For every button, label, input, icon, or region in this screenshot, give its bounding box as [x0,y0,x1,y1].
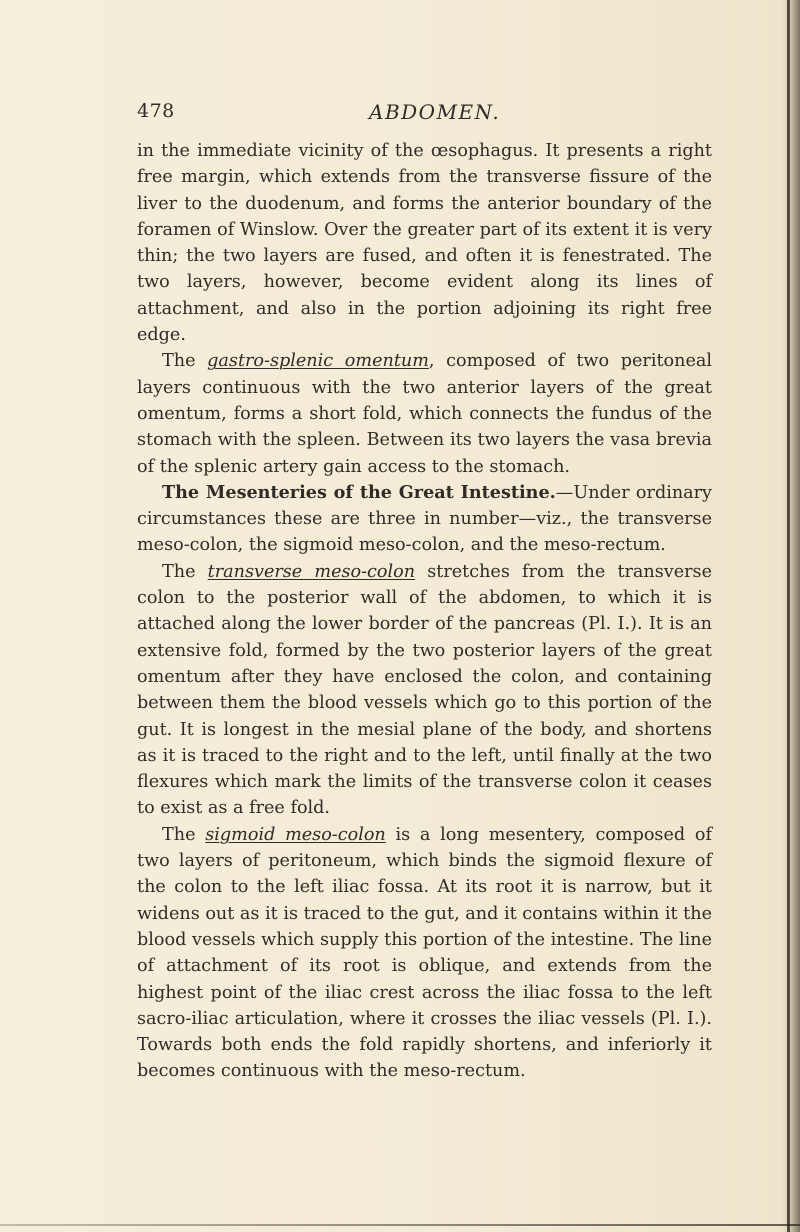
term-sigmoid-meso-colon: sigmoid meso-colon [205,824,386,845]
term-gastro-splenic-omentum: gastro-splenic omentum [207,351,429,372]
paragraph-text: —Under ordinary circumstances these are three in number—viz., the transverse meso-colon, the sigmoid meso-colon, and the meso-rectum. [137,482,712,556]
page-number: 478 [137,100,175,122]
section-heading: The Mesenteries of the Great Intestine. [162,481,556,503]
paragraph-transverse-meso-colon [137,559,712,822]
body-text [137,138,712,1085]
term-transverse-meso-colon: transverse meso-colon [207,561,416,582]
bottom-edge [0,1224,800,1226]
running-head: ABDOMEN. [369,100,501,124]
paragraph-lead: The [162,561,208,582]
paragraph-gastro-splenic [137,348,712,479]
binding-edge [787,0,790,1232]
paragraph-text: , composed of two peritoneal layers continuous with the two anterior layers of the great omentum, forms a short fold, which connects the fundus of the stomach with the spleen. Between its two layers the vasa brevia of the splenic artery gain access to the stomach. [137,351,712,477]
page-header [137,100,712,128]
paragraph-continuation [137,138,712,348]
paragraph-text: stretches from the transverse colon to the posterior wall of the abdomen, to which it is attached along the lower border of the pancreas (Pl. I.). It is an extensive fold, formed by the two posterior layers of the great omentum after they have enclosed the colon, and containing between them the blood vessels which go to this portion of the gut. It is longest in the mesial plane of the body, and shortens as it is traced to the right and to the left, until finally at the two flexures which mark the limits of the transverse colon it ceases to exist as a free fold. [137,561,712,819]
paragraph-lead: The [162,351,208,372]
page-edge-shadow [782,0,800,1232]
paragraph-text: in the immediate vicinity of the œsophagus. It presents a right free margin, which extends from the transverse fissure of the liver to the duodenum, and forms the anterior boundary of the foramen of Winslow. Over the greater part of its extent it is very thin; the two layers are fused, and often it is fenestrated. The two layers, however, become evident along its lines of attachment, and also in the portion adjoining its right free edge. [137,141,712,346]
paragraph-sigmoid-meso-colon [137,822,712,1085]
paragraph-text: is a long mesentery, composed of two layers of peritoneum, which binds the sigmoid flexure of the colon to the left iliac fossa. At its root it is narrow, but it widens out as it is traced to the gut, and it contains within it the blood vessels which supply this portion of the intestine. The line of attachment of its root is oblique, and extends from the highest point of the iliac crest across the iliac fossa to the left sacro-iliac articulation, where it crosses the iliac vessels (Pl. I.). Towards both ends the fold rapidly shortens, and inferiorly it becomes continuous with the meso-rectum. [137,824,712,1082]
paragraph-mesenteries [137,480,712,559]
paragraph-lead: The [162,824,206,845]
